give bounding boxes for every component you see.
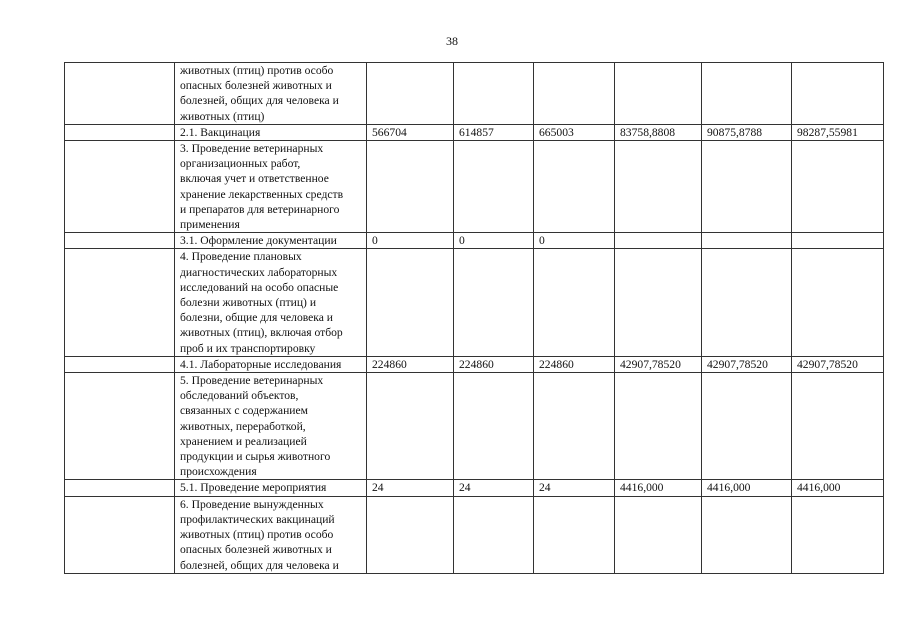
value-cell: [534, 373, 615, 480]
value-cell: [454, 249, 534, 356]
value-cell: 224860: [534, 356, 615, 372]
value-cell: 4416,000: [615, 480, 702, 496]
row-group-cell: [65, 141, 175, 233]
value-cell: [792, 249, 884, 356]
table-row: [65, 373, 884, 480]
value-cell: [454, 63, 534, 125]
value-cell: 98287,55981: [792, 124, 884, 140]
value-cell: [454, 141, 534, 233]
value-cell: [792, 63, 884, 125]
row-group-cell: [65, 496, 175, 573]
value-cell: 665003: [534, 124, 615, 140]
value-cell: [367, 141, 454, 233]
value-cell: [702, 249, 792, 356]
row-group-cell: [65, 249, 175, 356]
activity-name-cell: 2.1. Вакцинация: [175, 124, 367, 140]
table-row: [65, 496, 884, 573]
value-cell: [534, 141, 615, 233]
activity-name-cell: животных (птиц) против особо опасных болезней животных и болезней, общих для человека и животных (птиц): [175, 63, 367, 125]
table-row: [65, 249, 884, 356]
value-cell: [792, 233, 884, 249]
value-cell: 224860: [367, 356, 454, 372]
value-cell: [534, 496, 615, 573]
value-cell: [454, 496, 534, 573]
page-number: 38: [446, 34, 458, 48]
value-cell: [792, 496, 884, 573]
table-row: [65, 233, 884, 249]
value-cell: [615, 249, 702, 356]
value-cell: [454, 373, 534, 480]
row-group-cell: [65, 480, 175, 496]
table-row: [65, 356, 884, 372]
value-cell: 24: [534, 480, 615, 496]
row-group-cell: [65, 124, 175, 140]
activity-name-cell: 4.1. Лабораторные исследования: [175, 356, 367, 372]
table-row: [65, 124, 884, 140]
value-cell: [702, 496, 792, 573]
value-cell: 0: [367, 233, 454, 249]
value-cell: [702, 63, 792, 125]
value-cell: 42907,78520: [615, 356, 702, 372]
value-cell: [615, 373, 702, 480]
value-cell: 24: [367, 480, 454, 496]
value-cell: [792, 373, 884, 480]
activity-name-cell: 3. Проведение ветеринарных организационных работ, включая учет и ответственное хранение лекарственных средств и препаратов для ветеринарного применения: [175, 141, 367, 233]
row-group-cell: [65, 63, 175, 125]
value-cell: 566704: [367, 124, 454, 140]
row-group-cell: [65, 356, 175, 372]
activity-name-cell: 3.1. Оформление документации: [175, 233, 367, 249]
value-cell: [534, 249, 615, 356]
value-cell: 0: [454, 233, 534, 249]
activity-name-cell: 5. Проведение ветеринарных обследований объектов, связанных с содержанием животных, переработкой, хранением и реализацией продукции и сырья животного происхождения: [175, 373, 367, 480]
value-cell: [615, 496, 702, 573]
value-cell: 24: [454, 480, 534, 496]
value-cell: [367, 249, 454, 356]
value-cell: 83758,8808: [615, 124, 702, 140]
value-cell: [534, 63, 615, 125]
value-cell: 614857: [454, 124, 534, 140]
value-cell: [367, 496, 454, 573]
value-cell: 224860: [454, 356, 534, 372]
activity-name-cell: 5.1. Проведение мероприятия: [175, 480, 367, 496]
data-table: [64, 62, 884, 574]
table-row: [65, 141, 884, 233]
activity-name-cell: 6. Проведение вынужденных профилактических вакцинаций животных (птиц) против особо опасных болезней животных и болезней, общих для человека и: [175, 496, 367, 573]
value-cell: 42907,78520: [792, 356, 884, 372]
value-cell: 4416,000: [702, 480, 792, 496]
value-cell: [702, 141, 792, 233]
value-cell: [367, 373, 454, 480]
value-cell: [615, 63, 702, 125]
table-row: [65, 480, 884, 496]
value-cell: [792, 141, 884, 233]
value-cell: 42907,78520: [702, 356, 792, 372]
value-cell: [702, 233, 792, 249]
value-cell: [615, 233, 702, 249]
value-cell: [367, 63, 454, 125]
value-cell: 90875,8788: [702, 124, 792, 140]
activity-name-cell: 4. Проведение плановых диагностических лабораторных исследований на особо опасные болезни животных (птиц) и болезни, общие для человека и животных (птиц), включая отбор проб и их транспортировку: [175, 249, 367, 356]
value-cell: [702, 373, 792, 480]
row-group-cell: [65, 233, 175, 249]
row-group-cell: [65, 373, 175, 480]
value-cell: 0: [534, 233, 615, 249]
table-body: [65, 63, 884, 574]
value-cell: 4416,000: [792, 480, 884, 496]
value-cell: [615, 141, 702, 233]
table-row: [65, 63, 884, 125]
